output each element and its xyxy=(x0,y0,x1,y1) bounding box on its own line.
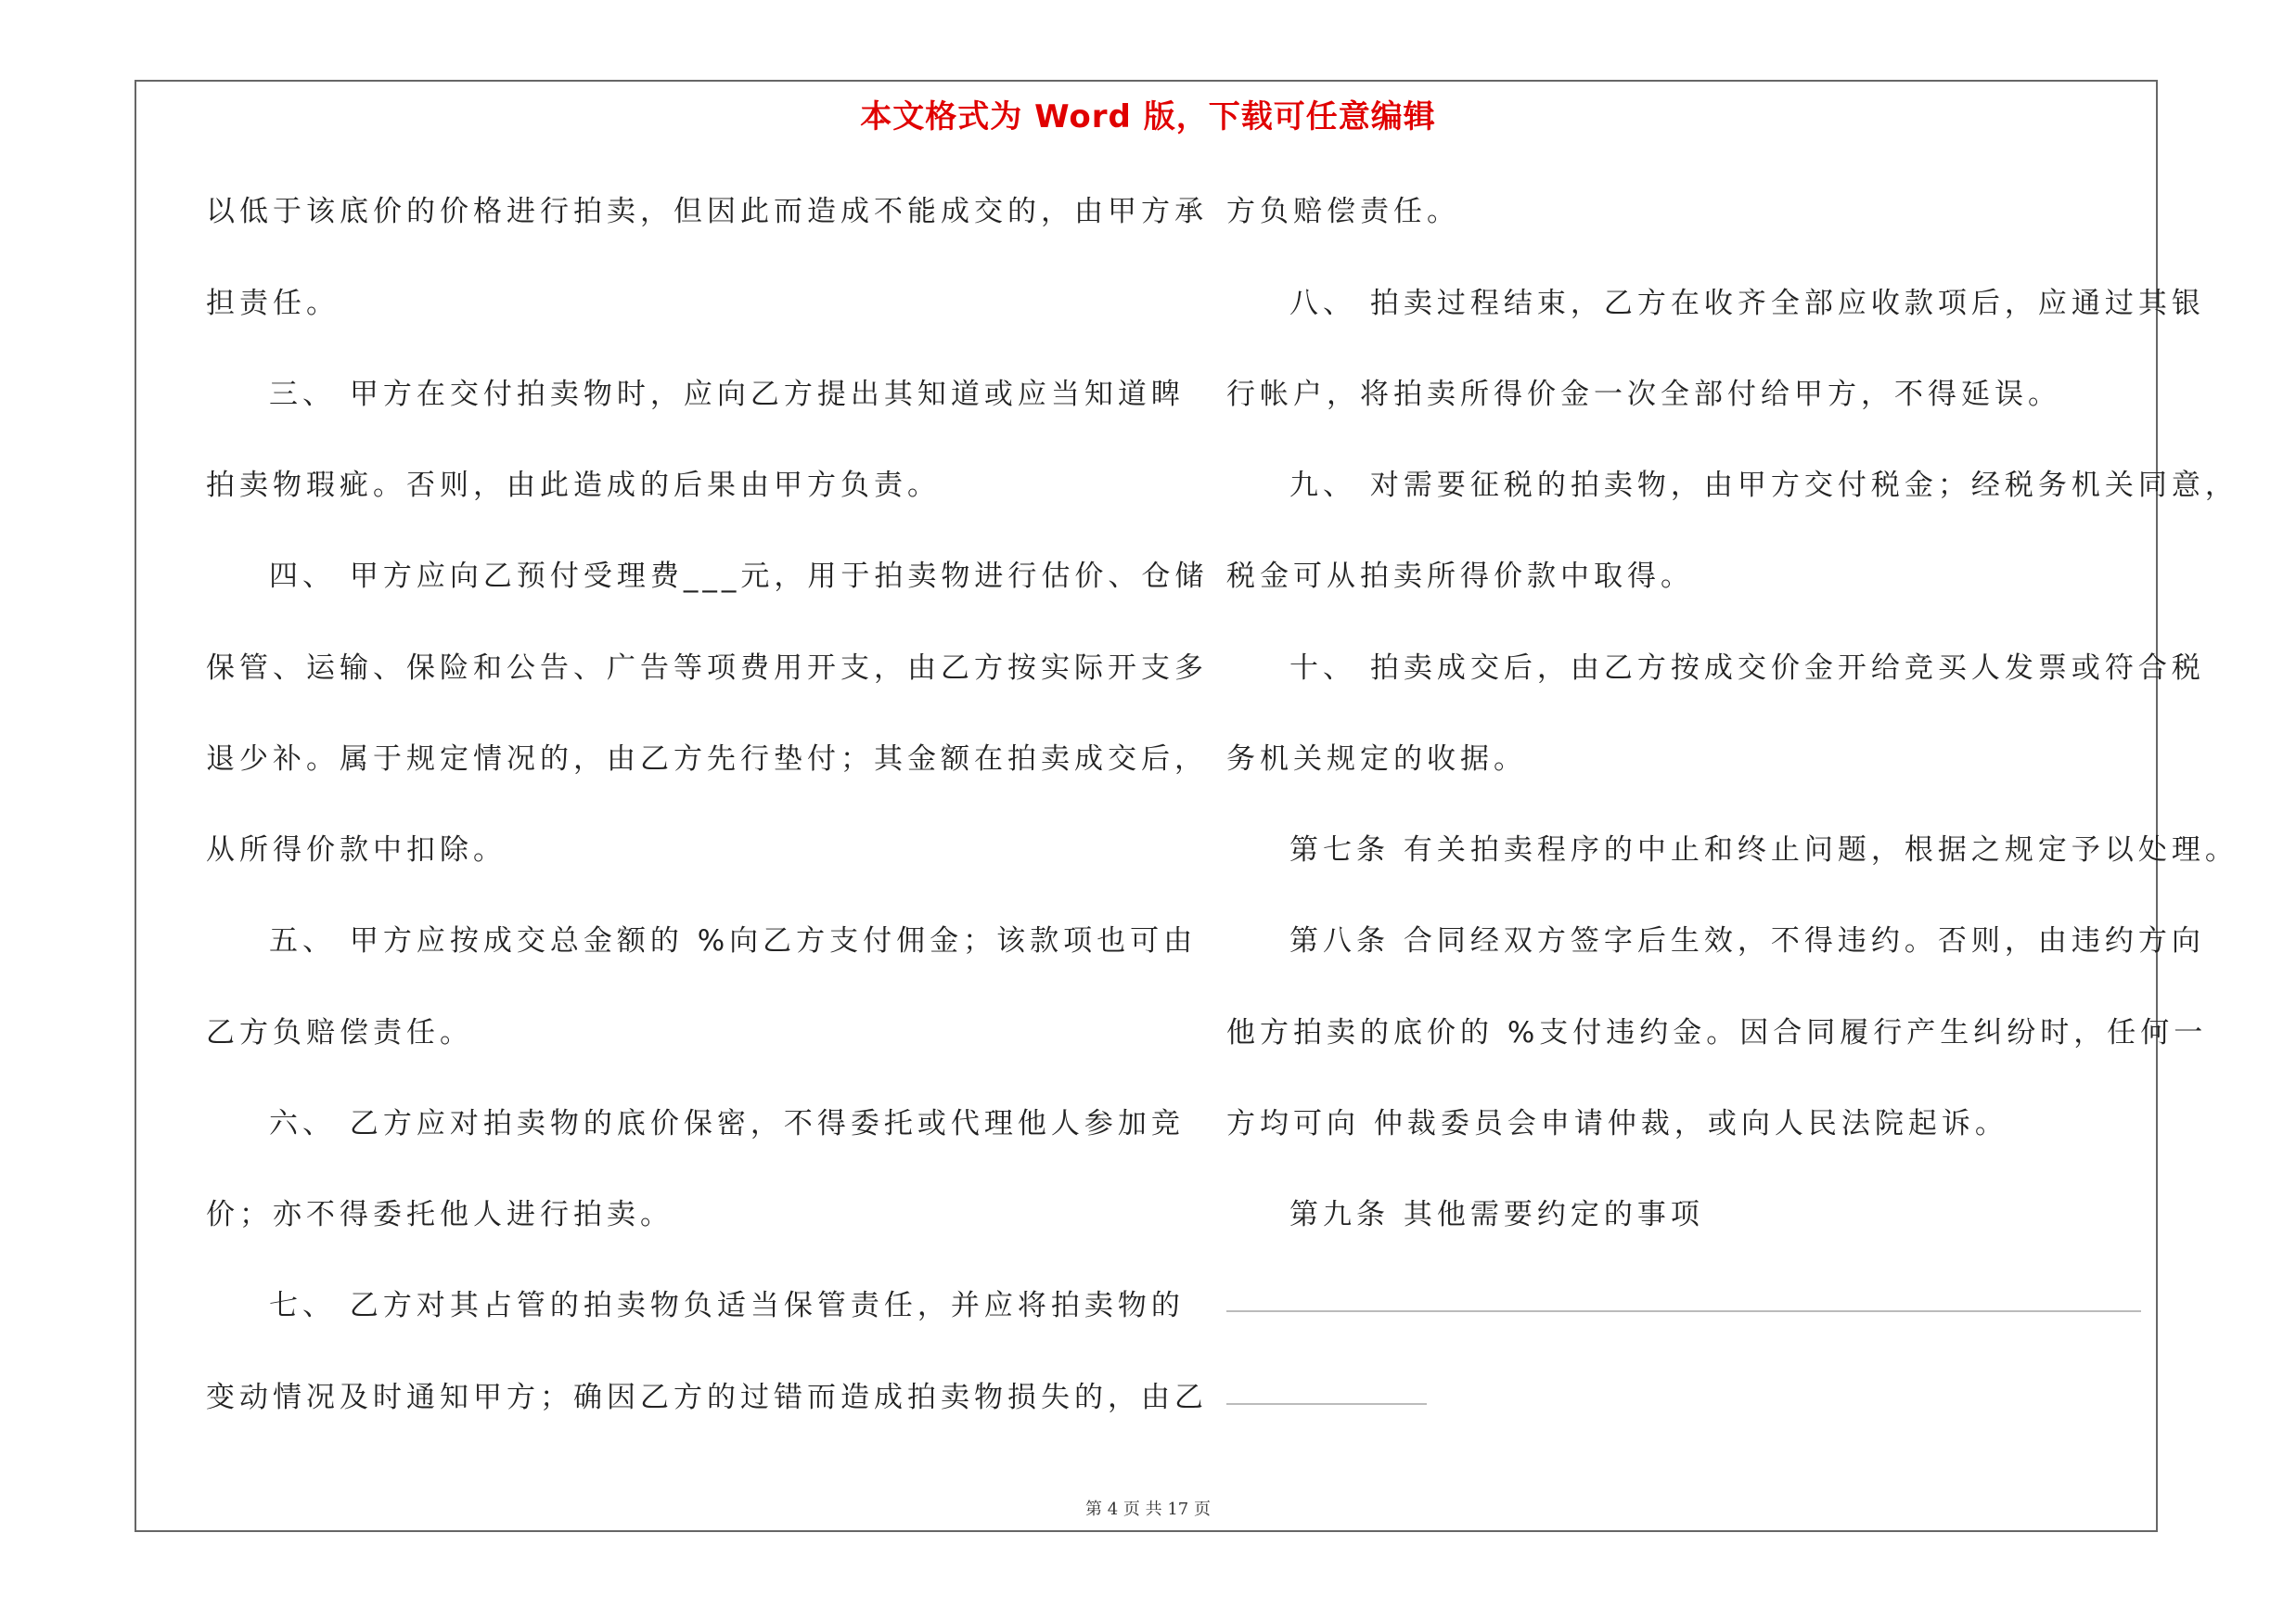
left-line: 拍卖物瑕疵。否则，由此造成的后果由甲方负责。 xyxy=(206,469,941,502)
right-line: 第七条 有关拍卖程序的中止和终止问题，根据之规定予以处理。 xyxy=(1289,833,2238,867)
left-line: 退少补。属于规定情况的，由乙方先行垫付；其金额在拍卖成交后， xyxy=(206,742,1208,776)
right-line: 税金可从拍卖所得价款中取得。 xyxy=(1226,560,1694,593)
left-line: 三、 甲方在交付拍卖物时，应向乙方提出其知道或应当知道睥 xyxy=(269,378,1185,411)
left-line: 乙方负赔偿责任。 xyxy=(206,1016,473,1050)
blank-fill-line xyxy=(1226,1310,2141,1312)
right-line: 九、 对需要征税的拍卖物，由甲方交付税金；经税务机关同意， xyxy=(1289,469,2238,502)
page-number: 第 4 页 共 17 页 xyxy=(1085,1500,1211,1519)
left-line: 六、 乙方应对拍卖物的底价保密，不得委托或代理他人参加竞 xyxy=(269,1107,1185,1140)
right-line: 第八条 合同经双方签字后生效，不得违约。否则，由违约方向 xyxy=(1289,924,2205,958)
left-line: 价；亦不得委托他人进行拍卖。 xyxy=(206,1198,673,1231)
right-line: 方均可向 仲裁委员会申请仲裁，或向人民法院起诉。 xyxy=(1226,1107,2008,1140)
right-line: 方负赔偿责任。 xyxy=(1226,195,1460,228)
blank-fill-line xyxy=(1226,1403,1427,1405)
right-line: 他方拍卖的底价的 %支付违约金。因合同履行产生纠纷时，任何一 xyxy=(1226,1016,2208,1050)
left-line: 保管、运输、保险和公告、广告等项费用开支，由乙方按实际开支多 xyxy=(206,651,1208,685)
right-line: 第九条 其他需要约定的事项 xyxy=(1289,1198,1704,1231)
right-line: 八、 拍卖过程结束，乙方在收齐全部应收款项后，应通过其银 xyxy=(1289,287,2205,320)
left-line: 从所得价款中扣除。 xyxy=(206,833,507,867)
left-line: 七、 乙方对其占管的拍卖物负适当保管责任，并应将拍卖物的 xyxy=(269,1289,1185,1322)
right-line: 十、 拍卖成交后，由乙方按成交价金开给竞买人发票或符合税 xyxy=(1289,651,2205,685)
left-line: 担责任。 xyxy=(206,287,340,320)
right-line: 行帐户，将拍卖所得价金一次全部付给甲方，不得延误。 xyxy=(1226,378,2061,411)
left-line: 变动情况及时通知甲方；确因乙方的过错而造成拍卖物损失的，由乙 xyxy=(206,1381,1208,1414)
left-line: 五、 甲方应按成交总金额的 %向乙方支付佣金；该款项也可由 xyxy=(269,924,1198,958)
right-line: 务机关规定的收据。 xyxy=(1226,742,1527,776)
document-banner: 本文格式为 Word 版，下载可任意编辑 xyxy=(860,98,1436,135)
left-line: 四、 甲方应向乙预付受理费___元，用于拍卖物进行估价、仓储 xyxy=(269,560,1209,593)
left-line: 以低于该底价的价格进行拍卖，但因此而造成不能成交的，由甲方承 xyxy=(206,195,1208,228)
